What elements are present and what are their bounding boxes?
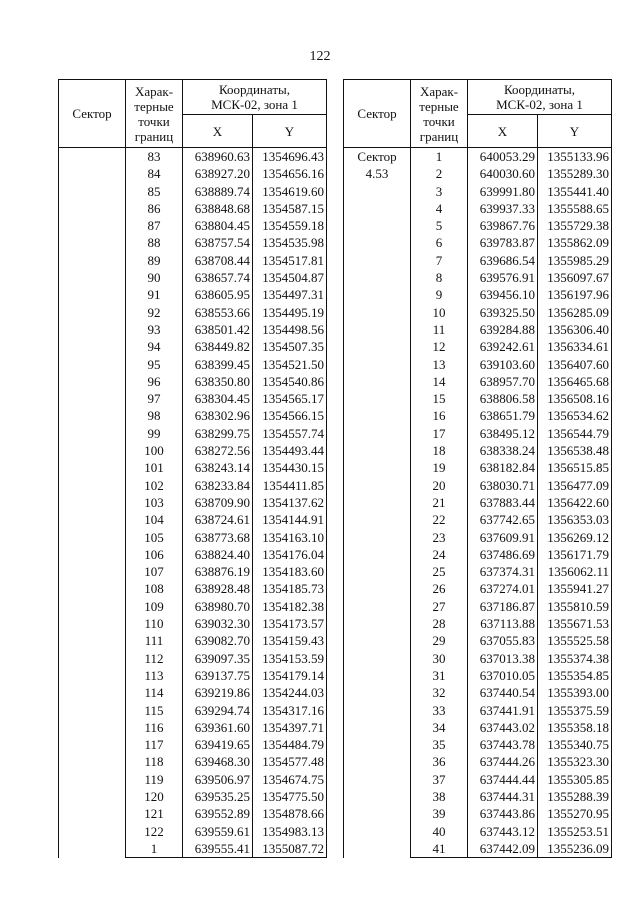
x-cell: 639552.89 [183, 805, 253, 822]
x-cell: 637441.91 [468, 702, 538, 719]
y-cell: 1355288.39 [538, 788, 612, 805]
y-cell: 1356538.48 [538, 442, 612, 459]
x-cell: 638804.45 [183, 217, 253, 234]
point-cell: 88 [126, 234, 183, 251]
x-cell: 637442.09 [468, 840, 538, 858]
y-cell: 1354504.87 [253, 269, 327, 286]
y-cell: 1354559.18 [253, 217, 327, 234]
x-cell: 639991.80 [468, 183, 538, 200]
point-cell: 90 [126, 269, 183, 286]
x-cell: 638350.80 [183, 373, 253, 390]
y-cell: 1355340.75 [538, 736, 612, 753]
point-cell: 8 [411, 269, 468, 286]
point-cell: 91 [126, 286, 183, 303]
point-cell: 37 [411, 771, 468, 788]
x-cell: 639284.88 [468, 321, 538, 338]
y-cell: 1354397.71 [253, 719, 327, 736]
y-cell: 1354878.66 [253, 805, 327, 822]
y-cell: 1354163.10 [253, 529, 327, 546]
table-row [344, 148, 612, 166]
header-coords [468, 80, 612, 115]
x-cell: 638757.54 [183, 234, 253, 251]
header-coords-text: Координаты, МСК-02, зона 1 [211, 82, 298, 112]
point-cell: 3 [411, 183, 468, 200]
y-cell: 1355253.51 [538, 823, 612, 840]
point-cell: 115 [126, 702, 183, 719]
y-cell: 1354159.43 [253, 632, 327, 649]
x-cell: 637013.38 [468, 650, 538, 667]
x-cell: 640030.60 [468, 165, 538, 182]
y-cell: 1355525.58 [538, 632, 612, 649]
point-cell: 107 [126, 563, 183, 580]
y-cell: 1355941.27 [538, 580, 612, 597]
y-cell: 1354317.16 [253, 702, 327, 719]
y-cell: 1354430.15 [253, 459, 327, 476]
y-cell: 1354411.85 [253, 477, 327, 494]
point-cell: 38 [411, 788, 468, 805]
point-cell: 25 [411, 563, 468, 580]
y-cell: 1354775.50 [253, 788, 327, 805]
x-cell: 638338.24 [468, 442, 538, 459]
point-cell: 12 [411, 338, 468, 355]
point-cell: 112 [126, 650, 183, 667]
y-cell: 1355375.59 [538, 702, 612, 719]
x-cell: 639097.35 [183, 650, 253, 667]
coordinates-table-left [58, 79, 327, 858]
x-cell: 639137.75 [183, 667, 253, 684]
point-cell: 121 [126, 805, 183, 822]
header-points-text: Харак- терные точки границ [419, 83, 459, 144]
point-cell: 35 [411, 736, 468, 753]
x-cell: 637883.44 [468, 494, 538, 511]
y-cell: 1356197.96 [538, 286, 612, 303]
point-cell: 16 [411, 407, 468, 424]
x-cell: 639783.87 [468, 234, 538, 251]
x-cell: 637443.02 [468, 719, 538, 736]
header-x: X [468, 115, 538, 148]
point-cell: 114 [126, 684, 183, 701]
point-cell: 6 [411, 234, 468, 251]
header-points [126, 80, 183, 148]
y-cell: 1354507.35 [253, 338, 327, 355]
y-cell: 1356515.85 [538, 459, 612, 476]
header-coords [183, 80, 327, 115]
x-cell: 638501.42 [183, 321, 253, 338]
x-cell: 637440.54 [468, 684, 538, 701]
point-cell: 120 [126, 788, 183, 805]
y-cell: 1355810.59 [538, 598, 612, 615]
x-cell: 638657.74 [183, 269, 253, 286]
y-cell: 1354983.13 [253, 823, 327, 840]
header-sector: Сектор [344, 80, 411, 148]
sector-cell: Сектор 4.53 [344, 148, 411, 858]
point-cell: 116 [126, 719, 183, 736]
header-y: Y [538, 115, 612, 148]
point-cell: 21 [411, 494, 468, 511]
y-cell: 1354674.75 [253, 771, 327, 788]
point-cell: 4 [411, 200, 468, 217]
point-cell: 32 [411, 684, 468, 701]
point-cell: 2 [411, 165, 468, 182]
x-cell: 637609.91 [468, 529, 538, 546]
point-cell: 33 [411, 702, 468, 719]
point-cell: 22 [411, 511, 468, 528]
x-cell: 638876.19 [183, 563, 253, 580]
x-cell: 639032.30 [183, 615, 253, 632]
y-cell: 1356269.12 [538, 529, 612, 546]
point-cell: 113 [126, 667, 183, 684]
x-cell: 639576.91 [468, 269, 538, 286]
x-cell: 638960.63 [183, 148, 253, 166]
x-cell: 638272.56 [183, 442, 253, 459]
y-cell: 1354587.15 [253, 200, 327, 217]
y-cell: 1355671.53 [538, 615, 612, 632]
point-cell: 111 [126, 632, 183, 649]
point-cell: 39 [411, 805, 468, 822]
x-cell: 639506.97 [183, 771, 253, 788]
y-cell: 1354185.73 [253, 580, 327, 597]
point-cell: 83 [126, 148, 183, 166]
x-cell: 638030.71 [468, 477, 538, 494]
y-cell: 1356306.40 [538, 321, 612, 338]
table-row [59, 148, 327, 166]
y-cell: 1356422.60 [538, 494, 612, 511]
x-cell: 638449.82 [183, 338, 253, 355]
y-cell: 1354176.04 [253, 546, 327, 563]
point-cell: 117 [126, 736, 183, 753]
header-points-text: Харак- терные точки границ [134, 83, 174, 144]
point-cell: 96 [126, 373, 183, 390]
point-cell: 1 [411, 148, 468, 166]
x-cell: 638806.58 [468, 390, 538, 407]
y-cell: 1355729.38 [538, 217, 612, 234]
y-cell: 1356544.79 [538, 425, 612, 442]
header-sector: Сектор [59, 80, 126, 148]
coordinates-table-right [343, 79, 612, 858]
x-cell: 639242.61 [468, 338, 538, 355]
point-cell: 11 [411, 321, 468, 338]
y-cell: 1354565.17 [253, 390, 327, 407]
x-cell: 639468.30 [183, 753, 253, 770]
x-cell: 638980.70 [183, 598, 253, 615]
header-x: X [183, 115, 253, 148]
y-cell: 1354137.62 [253, 494, 327, 511]
x-cell: 638233.84 [183, 477, 253, 494]
y-cell: 1354484.79 [253, 736, 327, 753]
point-cell: 84 [126, 165, 183, 182]
x-cell: 638724.61 [183, 511, 253, 528]
y-cell: 1354540.86 [253, 373, 327, 390]
point-cell: 92 [126, 304, 183, 321]
x-cell: 639294.74 [183, 702, 253, 719]
y-cell: 1354577.48 [253, 753, 327, 770]
y-cell: 1355985.29 [538, 252, 612, 269]
x-cell: 638302.96 [183, 407, 253, 424]
point-cell: 100 [126, 442, 183, 459]
x-cell: 637443.78 [468, 736, 538, 753]
x-cell: 637444.31 [468, 788, 538, 805]
y-cell: 1354144.91 [253, 511, 327, 528]
header-coords-text: Координаты, МСК-02, зона 1 [496, 82, 583, 112]
x-cell: 638243.14 [183, 459, 253, 476]
point-cell: 109 [126, 598, 183, 615]
point-cell: 28 [411, 615, 468, 632]
y-cell: 1356477.09 [538, 477, 612, 494]
point-cell: 94 [126, 338, 183, 355]
point-cell: 97 [126, 390, 183, 407]
point-cell: 105 [126, 529, 183, 546]
x-cell: 638299.75 [183, 425, 253, 442]
x-cell: 637444.44 [468, 771, 538, 788]
x-cell: 639325.50 [468, 304, 538, 321]
y-cell: 1356171.79 [538, 546, 612, 563]
x-cell: 638182.84 [468, 459, 538, 476]
point-cell: 101 [126, 459, 183, 476]
point-cell: 9 [411, 286, 468, 303]
point-cell: 89 [126, 252, 183, 269]
y-cell: 1356508.16 [538, 390, 612, 407]
y-cell: 1354535.98 [253, 234, 327, 251]
point-cell: 10 [411, 304, 468, 321]
y-cell: 1354656.16 [253, 165, 327, 182]
y-cell: 1354696.43 [253, 148, 327, 166]
point-cell: 110 [126, 615, 183, 632]
y-cell: 1354566.15 [253, 407, 327, 424]
point-cell: 40 [411, 823, 468, 840]
point-cell: 26 [411, 580, 468, 597]
x-cell: 639559.61 [183, 823, 253, 840]
x-cell: 640053.29 [468, 148, 538, 166]
point-cell: 103 [126, 494, 183, 511]
y-cell: 1355374.38 [538, 650, 612, 667]
y-cell: 1356407.60 [538, 356, 612, 373]
x-cell: 637443.86 [468, 805, 538, 822]
point-cell: 36 [411, 753, 468, 770]
point-cell: 99 [126, 425, 183, 442]
x-cell: 639555.41 [183, 840, 253, 858]
header-y: Y [253, 115, 327, 148]
x-cell: 638708.44 [183, 252, 253, 269]
x-cell: 639219.86 [183, 684, 253, 701]
y-cell: 1355323.30 [538, 753, 612, 770]
x-cell: 638495.12 [468, 425, 538, 442]
point-cell: 118 [126, 753, 183, 770]
sector-cell [59, 148, 126, 858]
point-cell: 119 [126, 771, 183, 788]
y-cell: 1354495.19 [253, 304, 327, 321]
point-cell: 95 [126, 356, 183, 373]
x-cell: 637374.31 [468, 563, 538, 580]
point-cell: 18 [411, 442, 468, 459]
point-cell: 34 [411, 719, 468, 736]
point-cell: 31 [411, 667, 468, 684]
y-cell: 1354179.14 [253, 667, 327, 684]
x-cell: 637444.26 [468, 753, 538, 770]
x-cell: 639103.60 [468, 356, 538, 373]
x-cell: 639361.60 [183, 719, 253, 736]
y-cell: 1355862.09 [538, 234, 612, 251]
y-cell: 1355305.85 [538, 771, 612, 788]
x-cell: 638651.79 [468, 407, 538, 424]
y-cell: 1356353.03 [538, 511, 612, 528]
x-cell: 639535.25 [183, 788, 253, 805]
y-cell: 1355358.18 [538, 719, 612, 736]
x-cell: 637055.83 [468, 632, 538, 649]
point-cell: 27 [411, 598, 468, 615]
point-cell: 106 [126, 546, 183, 563]
y-cell: 1355393.00 [538, 684, 612, 701]
x-cell: 639937.33 [468, 200, 538, 217]
x-cell: 637486.69 [468, 546, 538, 563]
x-cell: 639686.54 [468, 252, 538, 269]
x-cell: 638304.45 [183, 390, 253, 407]
x-cell: 638927.20 [183, 165, 253, 182]
page-number: 122 [309, 49, 331, 64]
point-cell: 7 [411, 252, 468, 269]
y-cell: 1356534.62 [538, 407, 612, 424]
x-cell: 637113.88 [468, 615, 538, 632]
point-cell: 98 [126, 407, 183, 424]
y-cell: 1355441.40 [538, 183, 612, 200]
y-cell: 1355087.72 [253, 840, 327, 858]
point-cell: 23 [411, 529, 468, 546]
point-cell: 108 [126, 580, 183, 597]
y-cell: 1354619.60 [253, 183, 327, 200]
y-cell: 1354521.50 [253, 356, 327, 373]
y-cell: 1354557.74 [253, 425, 327, 442]
point-cell: 87 [126, 217, 183, 234]
point-cell: 1 [126, 840, 183, 858]
point-cell: 122 [126, 823, 183, 840]
point-cell: 19 [411, 459, 468, 476]
point-cell: 15 [411, 390, 468, 407]
y-cell: 1354173.57 [253, 615, 327, 632]
x-cell: 637010.05 [468, 667, 538, 684]
y-cell: 1354153.59 [253, 650, 327, 667]
point-cell: 30 [411, 650, 468, 667]
x-cell: 639082.70 [183, 632, 253, 649]
point-cell: 13 [411, 356, 468, 373]
x-cell: 638928.48 [183, 580, 253, 597]
x-cell: 639456.10 [468, 286, 538, 303]
point-cell: 20 [411, 477, 468, 494]
x-cell: 637274.01 [468, 580, 538, 597]
point-cell: 14 [411, 373, 468, 390]
x-cell: 637186.87 [468, 598, 538, 615]
x-cell: 638889.74 [183, 183, 253, 200]
y-cell: 1354183.60 [253, 563, 327, 580]
header-points [411, 80, 468, 148]
point-cell: 85 [126, 183, 183, 200]
x-cell: 639419.65 [183, 736, 253, 753]
y-cell: 1355270.95 [538, 805, 612, 822]
x-cell: 639867.76 [468, 217, 538, 234]
y-cell: 1355354.85 [538, 667, 612, 684]
x-cell: 638773.68 [183, 529, 253, 546]
x-cell: 638824.40 [183, 546, 253, 563]
y-cell: 1356097.67 [538, 269, 612, 286]
point-cell: 104 [126, 511, 183, 528]
x-cell: 638553.66 [183, 304, 253, 321]
x-cell: 637443.12 [468, 823, 538, 840]
y-cell: 1356285.09 [538, 304, 612, 321]
y-cell: 1355236.09 [538, 840, 612, 858]
y-cell: 1356465.68 [538, 373, 612, 390]
y-cell: 1356334.61 [538, 338, 612, 355]
point-cell: 17 [411, 425, 468, 442]
point-cell: 29 [411, 632, 468, 649]
y-cell: 1355289.30 [538, 165, 612, 182]
y-cell: 1355133.96 [538, 148, 612, 166]
y-cell: 1354182.38 [253, 598, 327, 615]
point-cell: 86 [126, 200, 183, 217]
y-cell: 1354493.44 [253, 442, 327, 459]
x-cell: 638605.95 [183, 286, 253, 303]
point-cell: 5 [411, 217, 468, 234]
y-cell: 1354497.31 [253, 286, 327, 303]
point-cell: 41 [411, 840, 468, 858]
y-cell: 1354244.03 [253, 684, 327, 701]
y-cell: 1355588.65 [538, 200, 612, 217]
point-cell: 24 [411, 546, 468, 563]
x-cell: 637742.65 [468, 511, 538, 528]
point-cell: 93 [126, 321, 183, 338]
x-cell: 638848.68 [183, 200, 253, 217]
y-cell: 1354517.81 [253, 252, 327, 269]
x-cell: 638709.90 [183, 494, 253, 511]
x-cell: 638399.45 [183, 356, 253, 373]
point-cell: 102 [126, 477, 183, 494]
x-cell: 638957.70 [468, 373, 538, 390]
y-cell: 1354498.56 [253, 321, 327, 338]
y-cell: 1356062.11 [538, 563, 612, 580]
